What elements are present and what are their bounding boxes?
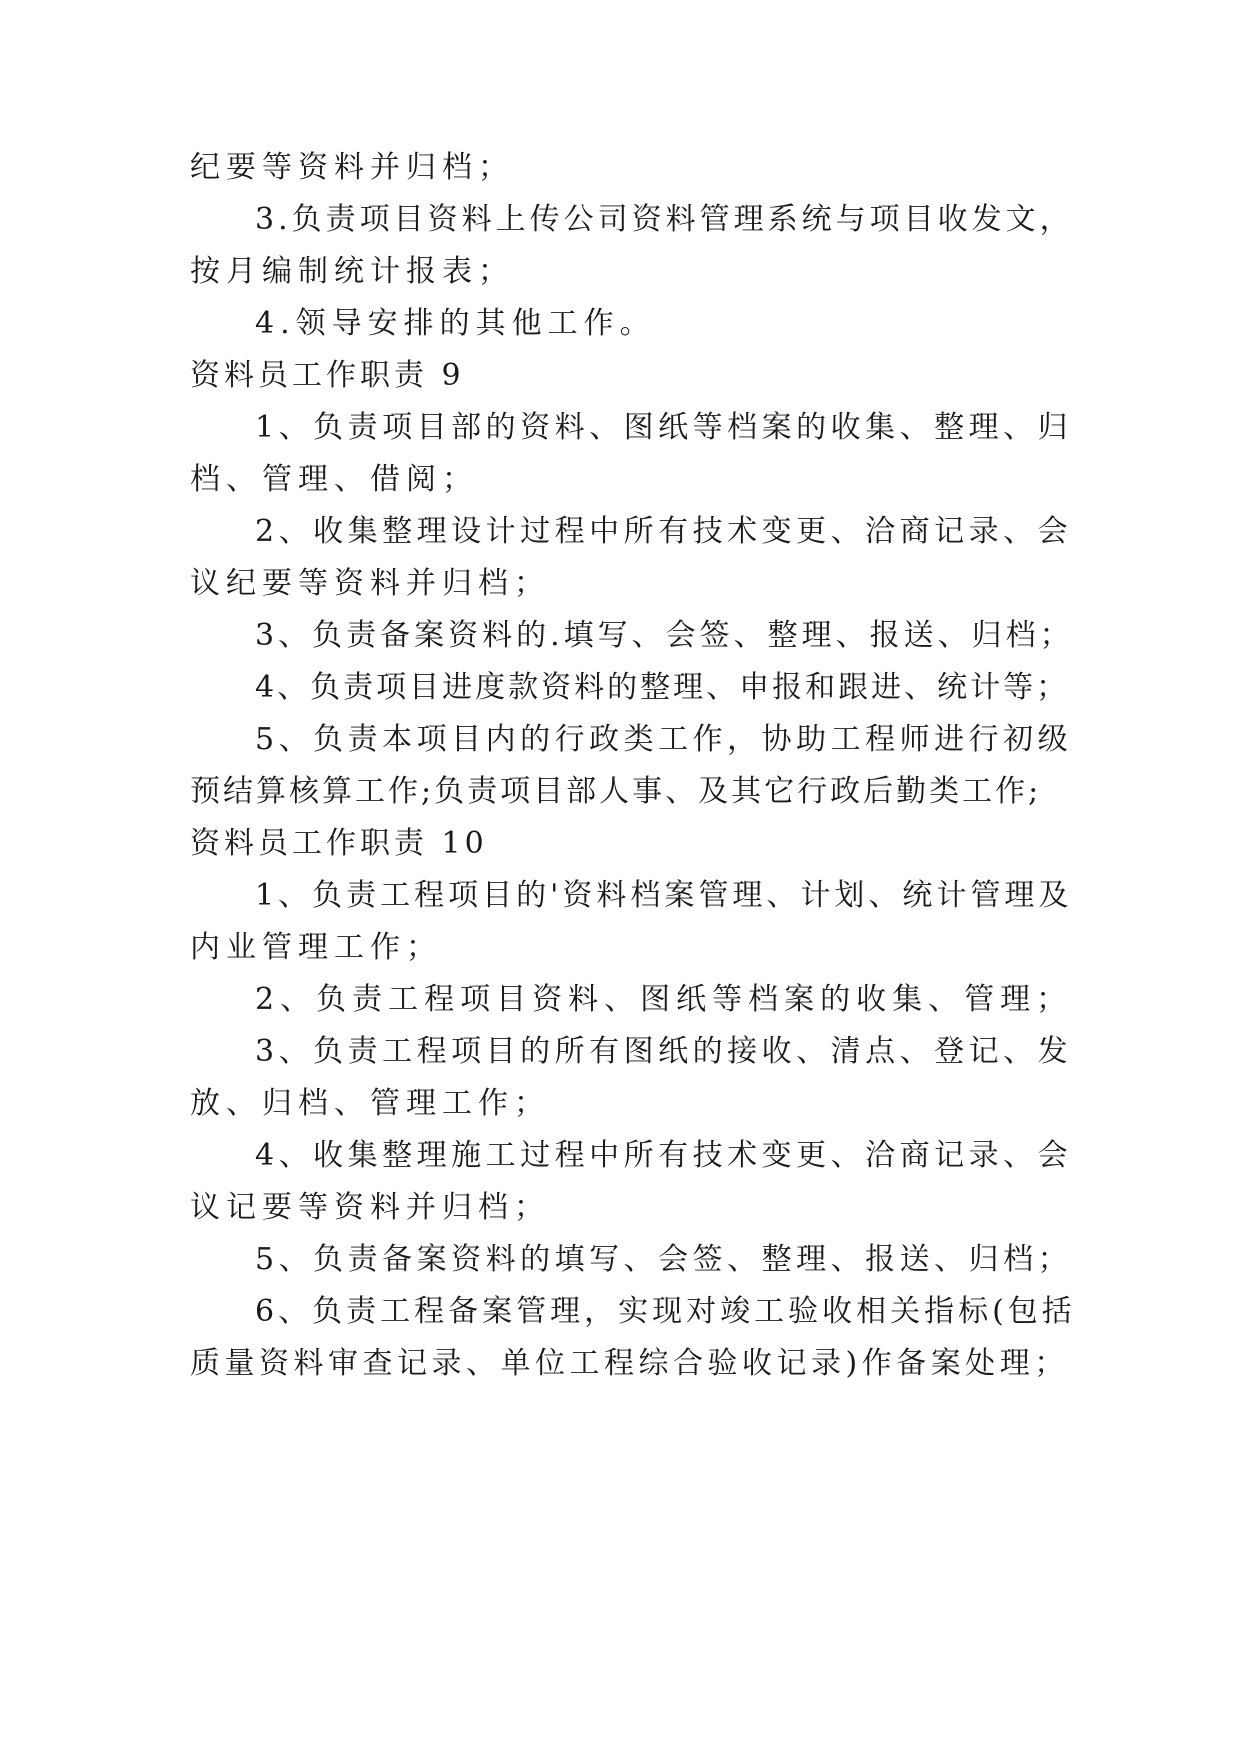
paragraph-line: 4、负责项目进度款资料的整理、申报和跟进、统计等；	[255, 670, 1070, 705]
paragraph-line: 6、负责工程备案管理，实现对竣工验收相关指标(包括	[255, 1294, 1076, 1329]
paragraph-line: 质量资料审查记录、单位工程综合验收记录)作备案处理；	[190, 1346, 1069, 1381]
paragraph-line: 按月编制统计报表；	[190, 254, 514, 289]
paragraph-line: 内业管理工作；	[190, 930, 442, 965]
paragraph-line: 1、负责项目部的资料、图纸等档案的收集、整理、归	[255, 410, 1073, 445]
paragraph-line: 议记要等资料并归档；	[190, 1190, 550, 1225]
paragraph-line: 纪要等资料并归档；	[190, 150, 514, 185]
paragraph-line: 1、负责工程项目的'资料档案管理、计划、统计管理及	[255, 878, 1073, 913]
paragraph-line: 2、负责工程项目资料、图纸等档案的收集、管理；	[255, 982, 1073, 1017]
paragraph-line: 放、归档、管理工作；	[190, 1086, 550, 1121]
paragraph-line: 4.领导安排的其他工作。	[255, 306, 656, 341]
paragraph-line: 预结算核算工作;负责项目部人事、及其它行政后勤类工作;	[190, 774, 1042, 809]
paragraph-line: 议纪要等资料并归档；	[190, 566, 550, 601]
paragraph-line: 3.负责项目资料上传公司资料管理系统与项目收发文，	[255, 202, 1074, 237]
paragraph-line: 4、收集整理施工过程中所有技术变更、洽商记录、会	[255, 1138, 1073, 1173]
paragraph-line: 3、负责备案资料的.填写、会签、整理、报送、归档；	[255, 618, 1074, 653]
section-heading: 资料员工作职责 9	[190, 358, 465, 393]
section-heading: 资料员工作职责 10	[190, 826, 488, 861]
paragraph-line: 档、管理、借阅；	[190, 462, 478, 497]
paragraph-line: 5、负责备案资料的填写、会签、整理、报送、归档；	[255, 1242, 1073, 1277]
paragraph-line: 2、收集整理设计过程中所有技术变更、洽商记录、会	[255, 514, 1073, 549]
paragraph-line: 5、负责本项目内的行政类工作，协助工程师进行初级	[255, 722, 1073, 757]
paragraph-line: 3、负责工程项目的所有图纸的接收、清点、登记、发	[255, 1034, 1073, 1069]
